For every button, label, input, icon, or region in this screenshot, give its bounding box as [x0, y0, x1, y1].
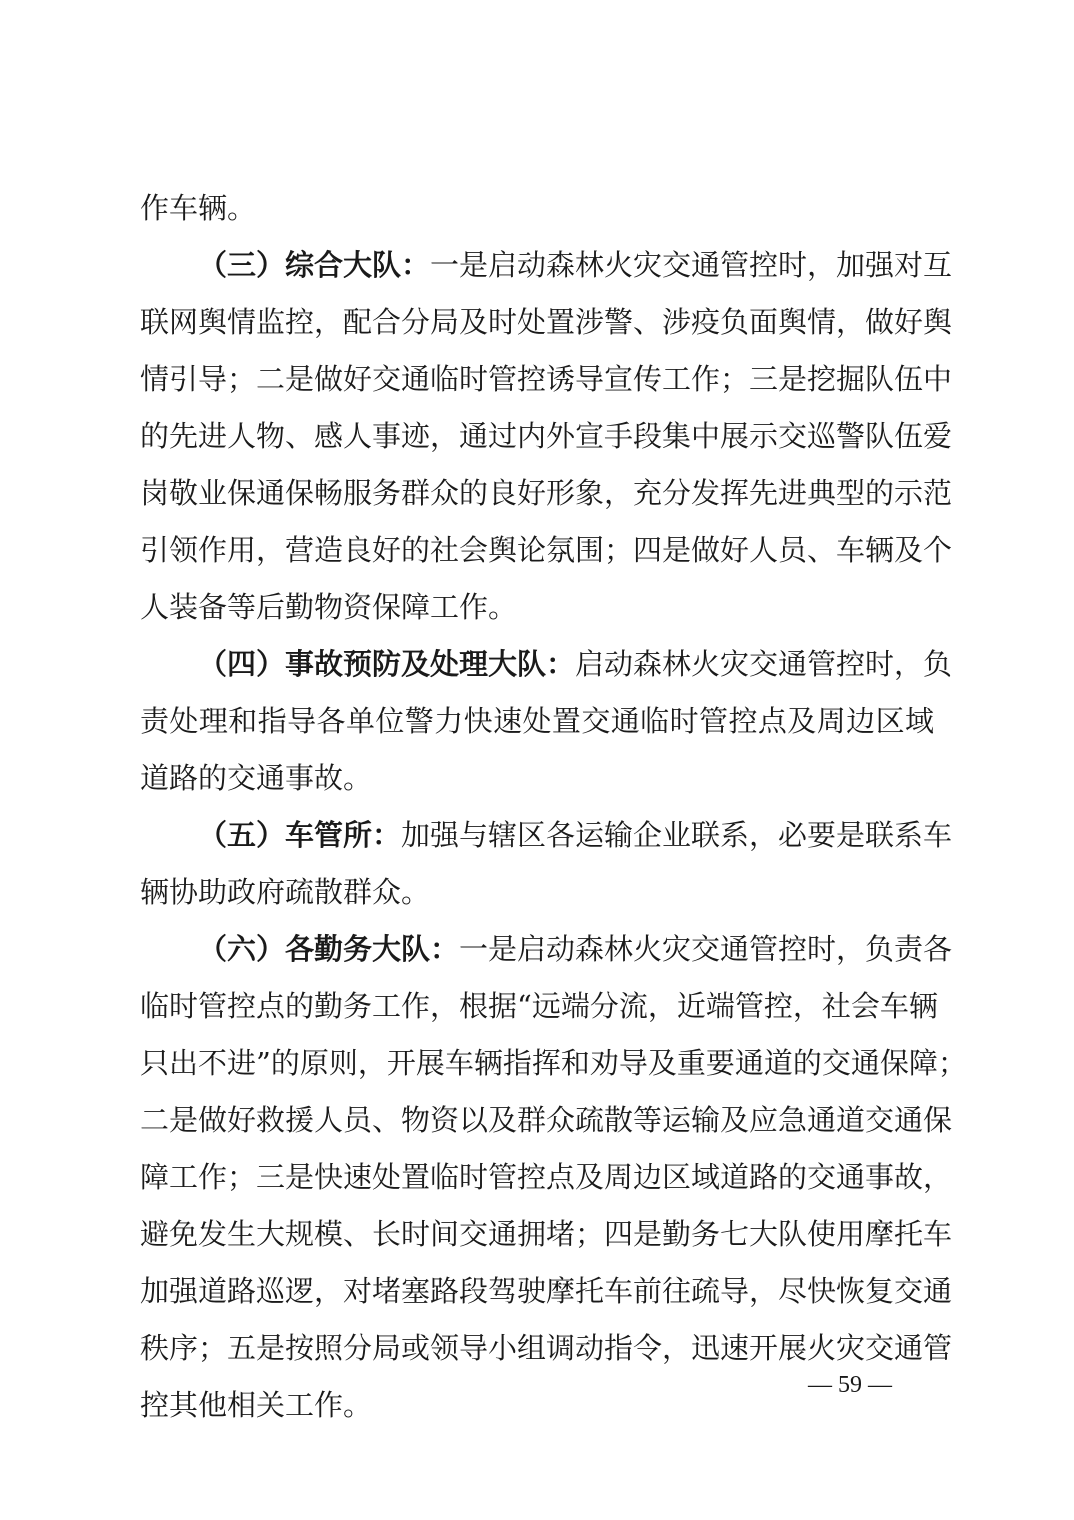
text-line: 道路的交通事故。 [140, 761, 373, 795]
section-heading: （五）车管所： [198, 818, 402, 852]
text-line: 控其他相关工作。 [140, 1388, 373, 1422]
text-line: 责处理和指导各单位警力快速处置交通临时管控点及周边区域 [140, 704, 934, 738]
text-line: 障工作；三是快速处置临时管控点及周边区域道路的交通事故， [140, 1160, 953, 1194]
section-heading-line [140, 921, 953, 978]
text-line: 作车辆。 [140, 191, 257, 225]
section-text: 一是启动森林火灾交通管控时，负责各 [459, 932, 953, 966]
text-line: 秩序；五是按照分局或领导小组调动指令，迅速开展火灾交通管 [140, 1331, 953, 1365]
section-heading: （四）事故预防及处理大队： [198, 647, 576, 681]
section-heading-line [140, 807, 953, 864]
section-heading: （六）各勤务大队： [198, 932, 460, 966]
section-heading: （三）综合大队： [198, 248, 431, 282]
text-line: 岗敬业保通保畅服务群众的良好形象，充分发挥先进典型的示范 [140, 476, 953, 510]
text-line: 临时管控点的勤务工作，根据“远端分流，近端管控，社会车辆 [140, 989, 938, 1023]
section-text: 启动森林火灾交通管控时，负 [575, 647, 953, 681]
text-line: 情引导；二是做好交通临时管控诱导宣传工作；三是挖掘队伍中 [140, 362, 953, 396]
page-number: — 59 — [808, 1372, 892, 1398]
text-line: 联网舆情监控，配合分局及时处置涉警、涉疫负面舆情，做好舆 [140, 305, 953, 339]
text-line: 二是做好救援人员、物资以及群众疏散等运输及应急通道交通保 [140, 1103, 953, 1137]
section-text: 加强与辖区各运输企业联系，必要是联系车 [401, 818, 953, 852]
text-line: 加强道路巡逻，对堵塞路段驾驶摩托车前往疏导，尽快恢复交通 [140, 1274, 953, 1308]
text-line: 引领作用，营造良好的社会舆论氛围；四是做好人员、车辆及个 [140, 533, 953, 567]
text-line: 辆协助政府疏散群众。 [140, 875, 431, 909]
section-heading-line [140, 636, 953, 693]
section-text: 一是启动森林火灾交通管控时，加强对互 [430, 248, 953, 282]
document-body [140, 180, 967, 1434]
text-line: 避免发生大规模、长时间交通拥堵；四是勤务七大队使用摩托车 [140, 1217, 953, 1251]
text-line: 人装备等后勤物资保障工作。 [140, 590, 518, 624]
text-line: 只出不进”的原则，开展车辆指挥和劝导及重要通道的交通保障； [140, 1046, 967, 1080]
text-line: 的先进人物、感人事迹，通过内外宣手段集中展示交巡警队伍爱 [140, 419, 953, 453]
section-heading-line [140, 237, 953, 294]
